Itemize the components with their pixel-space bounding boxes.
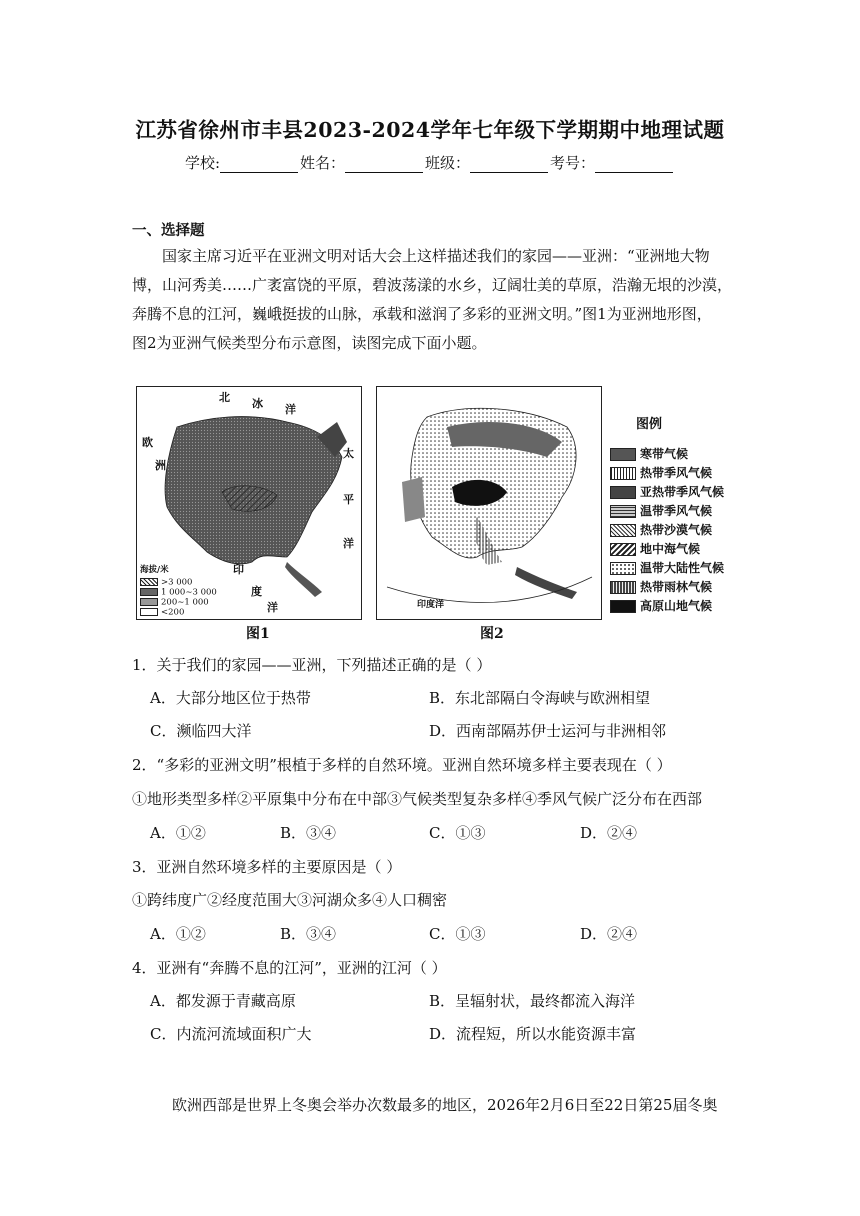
- elevation-label: <200: [161, 607, 185, 618]
- asia-climate-map: [377, 387, 601, 619]
- legend-label: 高原山地气候: [640, 599, 713, 613]
- next-passage-text: 欧洲西部是世界上冬奥会举办次数最多的地区，2026年2月6日至22日第25届冬奥: [172, 1096, 718, 1114]
- legend-item: [610, 445, 688, 462]
- question-1-option-c[interactable]: C．濒临四大洋: [150, 722, 252, 740]
- legend-label: 温带季风气候: [640, 504, 713, 518]
- elevation-legend-item: [140, 578, 192, 588]
- class-label: 班级：: [425, 154, 471, 172]
- figure1-caption: 图1: [246, 626, 270, 642]
- map-label: 洋: [267, 601, 278, 614]
- map-label: 印: [233, 563, 244, 576]
- question-3-option-d[interactable]: D．②④: [580, 925, 638, 943]
- elevation-swatch: [140, 598, 158, 606]
- question-3-option-b[interactable]: B．③④: [280, 925, 337, 943]
- name-blank[interactable]: [345, 156, 423, 173]
- figure2-map: [376, 386, 602, 620]
- legend-swatch: [610, 467, 636, 480]
- intro-paragraph: [132, 242, 732, 358]
- map-label: 冰: [252, 397, 263, 410]
- legend-label: 亚热带季风气候: [640, 485, 725, 499]
- elevation-swatch: [140, 578, 158, 586]
- question-4-stem: 4．亚洲有“奔腾不息的江河”，亚洲的江河（ ）: [132, 959, 447, 977]
- question-3-option-c[interactable]: C．①③: [429, 925, 486, 943]
- question-4-option-a[interactable]: A．都发源于青藏高原: [150, 992, 296, 1010]
- legend-swatch: [610, 543, 636, 556]
- islands: [285, 562, 322, 597]
- legend-swatch: [610, 581, 636, 594]
- question-3-statements: ①跨纬度广②经度范围大③河湖众多④人口稠密: [132, 891, 448, 909]
- question-3-option-a[interactable]: A．①②: [150, 925, 206, 943]
- question-2-statements: ①地形类型多样②平原集中分布在中部③气候类型复杂多样④季风气候广泛分布在西部: [132, 790, 703, 808]
- elevation-label: 1 000~3 000: [161, 587, 217, 598]
- intro-line: 奔腾不息的江河，巍峨挺拔的山脉，承载和滋润了多彩的亚洲文明。”图1为亚洲地形图，: [132, 305, 712, 323]
- elevation-label: >3 000: [161, 577, 193, 588]
- elevation-legend-title: 海拔/米: [140, 565, 169, 575]
- west-asia-zone: [402, 477, 425, 522]
- legend-swatch: [610, 486, 636, 499]
- intro-line: 国家主席习近平在亚洲文明对话大会上这样描述我们的家园——亚洲：“亚洲地大物: [162, 247, 710, 265]
- name-label: 姓名：: [300, 154, 346, 172]
- figure-area: [134, 383, 732, 645]
- legend-item: [610, 483, 724, 500]
- question-4-option-c[interactable]: C．内流河流域面积广大: [150, 1025, 312, 1043]
- intro-line: 博，山河秀美……广袤富饶的平原，碧波荡漾的水乡，辽阔壮美的草原，浩瀚无垠的沙漠，: [132, 276, 733, 294]
- legend-label: 温带大陆性气候: [640, 561, 725, 575]
- legend-item: [610, 540, 700, 557]
- legend-swatch: [610, 600, 636, 613]
- legend-swatch: [610, 505, 636, 518]
- question-2-option-d[interactable]: D．②④: [580, 824, 638, 842]
- elevation-swatch: [140, 588, 158, 596]
- map-label: 洲: [155, 459, 166, 472]
- elevation-legend-item: [140, 588, 217, 598]
- legend-label: 热带雨林气候: [640, 580, 713, 594]
- exam-number-blank[interactable]: [595, 156, 673, 173]
- legend-swatch: [610, 524, 636, 537]
- map-label: 太: [343, 447, 354, 460]
- ocean-label: 印度洋: [417, 600, 445, 610]
- question-2-option-c[interactable]: C．①③: [429, 824, 486, 842]
- map-label: 洋: [285, 403, 296, 416]
- map-label: 欧: [142, 436, 153, 449]
- school-blank[interactable]: [220, 156, 298, 173]
- exam-number-label: 考号：: [550, 154, 596, 172]
- legend-label: 寒带气候: [640, 447, 689, 461]
- question-1-option-d[interactable]: D．西南部隔苏伊士运河与非洲相邻: [429, 722, 667, 740]
- question-2-option-b[interactable]: B．③④: [280, 824, 337, 842]
- elevation-legend-item: [140, 598, 209, 608]
- legend-item: [610, 521, 712, 538]
- legend-item: [610, 559, 724, 576]
- student-info-line: [0, 152, 860, 173]
- elevation-legend-item: [140, 608, 184, 618]
- legend-label: 地中海气候: [640, 542, 701, 556]
- question-1-option-a[interactable]: A．大部分地区位于热带: [150, 689, 311, 707]
- question-3-stem: 3．亚洲自然环境多样的主要原因是（ ）: [132, 858, 402, 876]
- school-label: 学校:: [184, 154, 220, 172]
- elevation-label: 200~1 000: [161, 597, 209, 608]
- map-label: 北: [219, 391, 230, 404]
- intro-line: 图2为亚洲气候类型分布示意图，读图完成下面小题。: [132, 334, 487, 352]
- legend-item: [610, 597, 712, 614]
- question-1-option-b[interactable]: B．东北部隔白令海峡与欧洲相望: [429, 689, 651, 707]
- legend-item: [610, 464, 712, 481]
- legend-item: [610, 578, 712, 595]
- question-2-stem: 2．“多彩的亚洲文明”根植于多样的自然环境。亚洲自然环境多样主要表现在（ ）: [132, 756, 672, 774]
- figure1-map: [136, 386, 362, 620]
- map-label: 度: [251, 585, 262, 598]
- map-label: 平: [343, 493, 354, 506]
- legend-swatch: [610, 448, 636, 461]
- class-blank[interactable]: [470, 156, 548, 173]
- section-heading: 一、选择题: [132, 222, 205, 239]
- legend-swatch: [610, 562, 636, 575]
- legend-label: 热带沙漠气候: [640, 523, 713, 537]
- figure2-caption: 图2: [480, 626, 504, 642]
- map-label: 洋: [343, 537, 354, 550]
- legend-label: 热带季风气候: [640, 466, 713, 480]
- legend-title: 图例: [636, 417, 663, 432]
- question-4-option-b[interactable]: B．呈辐射状，最终都流入海洋: [429, 992, 636, 1010]
- question-1-stem: 1．关于我们的家园——亚洲，下列描述正确的是（ ）: [132, 656, 492, 674]
- question-4-option-d[interactable]: D．流程短，所以水能资源丰富: [429, 1025, 637, 1043]
- legend-item: [610, 502, 712, 519]
- elevation-swatch: [140, 608, 158, 616]
- exam-title: 江苏省徐州市丰县2023-2024学年七年级下学期期中地理试题: [135, 118, 725, 142]
- question-2-option-a[interactable]: A．①②: [150, 824, 206, 842]
